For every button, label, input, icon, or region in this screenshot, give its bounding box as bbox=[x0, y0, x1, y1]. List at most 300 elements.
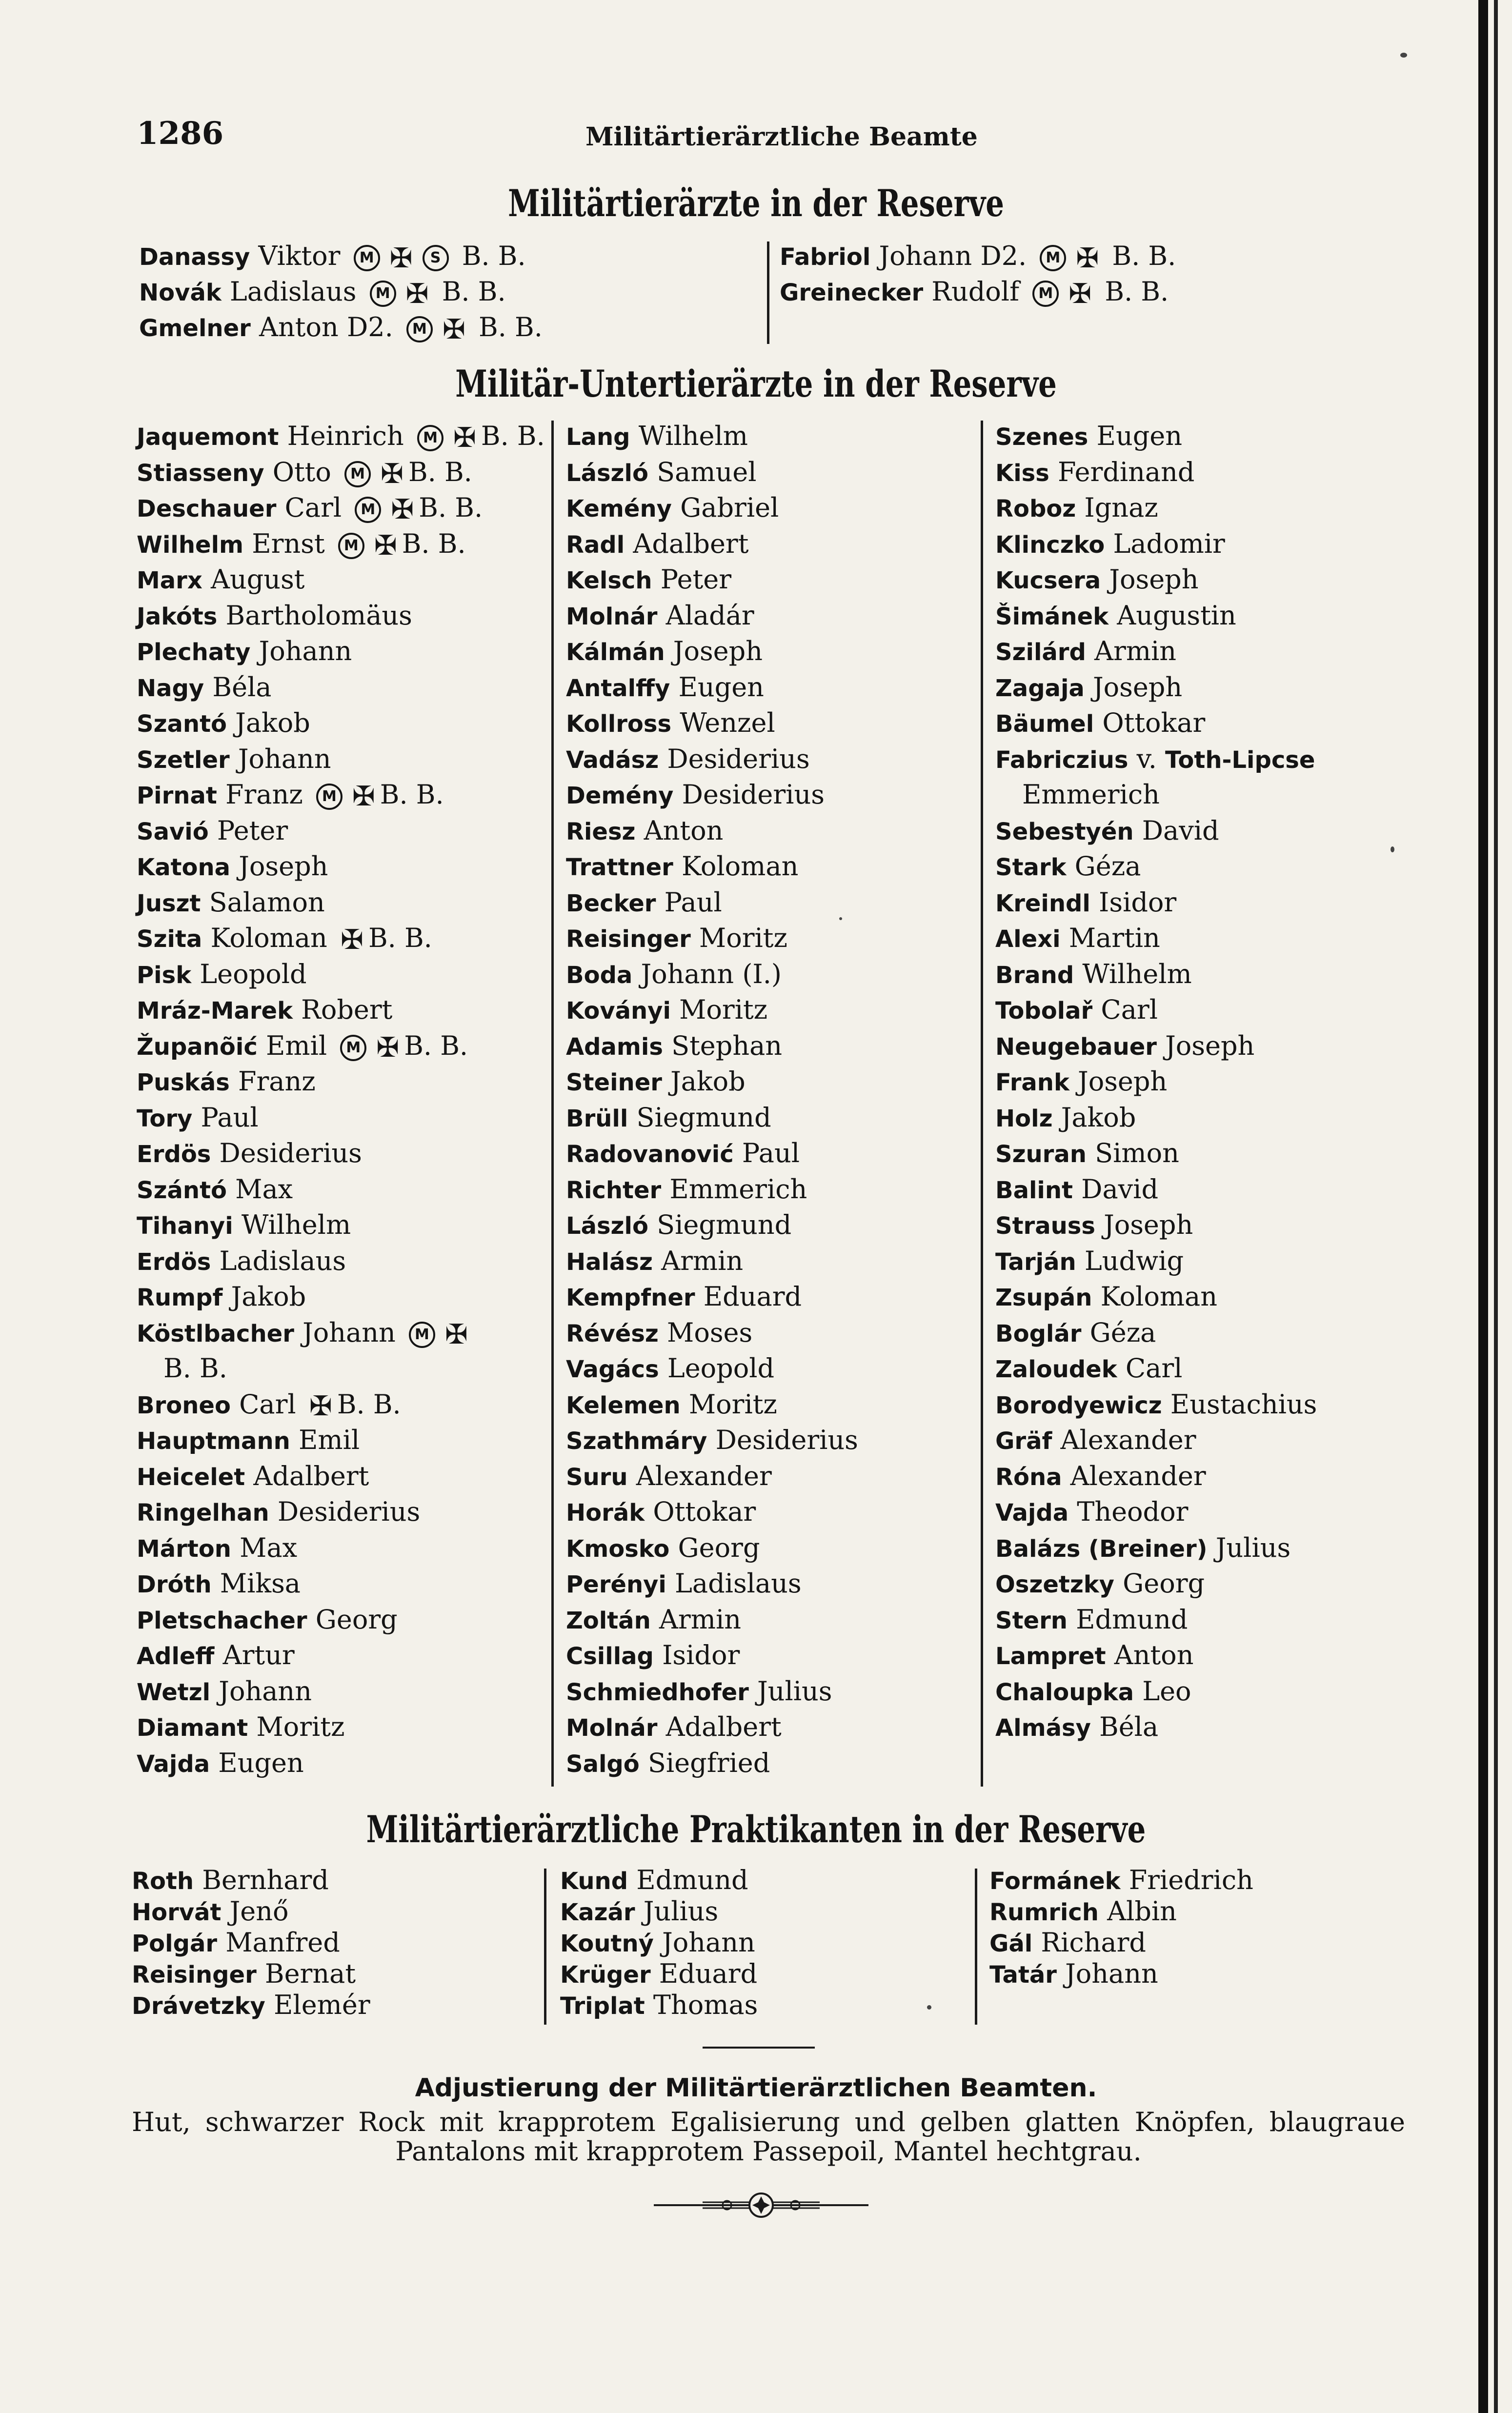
surname: Szuran bbox=[995, 1141, 1087, 1168]
list-item bbox=[566, 1745, 858, 1781]
given-name: Ignaz bbox=[1084, 492, 1158, 523]
given-name: Desiderius bbox=[667, 743, 810, 774]
given-name: Bernhard bbox=[202, 1865, 329, 1895]
given-name: Desiderius bbox=[219, 1138, 362, 1168]
list-item bbox=[566, 490, 858, 526]
list-item bbox=[137, 1566, 545, 1602]
given-name: Augustin bbox=[1117, 600, 1236, 631]
given-name: Anton bbox=[644, 815, 724, 846]
given-name: Ottokar bbox=[653, 1496, 756, 1527]
list-item bbox=[137, 741, 545, 777]
list-item bbox=[566, 1315, 858, 1351]
list-item bbox=[560, 1896, 758, 1927]
given-name: Koloman bbox=[1100, 1281, 1218, 1312]
given-name: Joseph bbox=[239, 851, 328, 882]
list-item bbox=[566, 813, 858, 849]
list-item bbox=[995, 1709, 1317, 1745]
s-medal-icon: S bbox=[423, 245, 449, 271]
list-item bbox=[137, 992, 545, 1028]
list-item bbox=[137, 1422, 545, 1458]
list-item bbox=[132, 1865, 370, 1896]
surname: Demény bbox=[566, 782, 674, 809]
given-name: Moritz bbox=[679, 994, 768, 1025]
list-item bbox=[560, 1865, 758, 1896]
given-name: Alexander bbox=[1070, 1460, 1206, 1491]
given-name: Jakob bbox=[1061, 1102, 1136, 1133]
given-name: Joseph bbox=[1165, 1030, 1255, 1061]
surname: Gmelner bbox=[139, 315, 251, 342]
list-item bbox=[566, 633, 858, 669]
surname: Stark bbox=[995, 854, 1067, 881]
list-item bbox=[566, 454, 858, 490]
bb-abbrev: B. B. bbox=[368, 923, 432, 953]
list-item bbox=[566, 1279, 858, 1315]
surname: Županõić bbox=[137, 1033, 258, 1061]
surname: Vajda bbox=[137, 1750, 210, 1778]
list-item bbox=[989, 1896, 1253, 1927]
surname: Radovanović bbox=[566, 1141, 734, 1168]
column-divider bbox=[981, 421, 983, 1787]
list-item bbox=[137, 1064, 545, 1100]
list-item bbox=[137, 920, 545, 956]
surname: Šimánek bbox=[995, 603, 1109, 630]
cross-icon: ✠ bbox=[341, 924, 363, 956]
cross-icon: ✠ bbox=[352, 781, 375, 813]
surname: Katona bbox=[137, 854, 231, 881]
surname: Borodyewicz bbox=[995, 1391, 1162, 1419]
scan-speck bbox=[839, 917, 842, 920]
surname: Drávetzky bbox=[132, 1992, 265, 2020]
list-item bbox=[566, 1028, 858, 1064]
surname: Molnár bbox=[566, 1714, 658, 1742]
surname: Reisinger bbox=[566, 925, 691, 953]
given-name: Albin bbox=[1107, 1896, 1177, 1927]
bb-abbrev: B. B. bbox=[1112, 241, 1176, 271]
surname: Almásy bbox=[995, 1714, 1091, 1742]
surname: Ringelhan bbox=[137, 1499, 269, 1527]
list-item bbox=[995, 1243, 1317, 1279]
section-title-reserve-vets: Militärtierärzte in der Reserve bbox=[508, 181, 1004, 225]
surname: Roth bbox=[132, 1868, 194, 1895]
cross-icon: ✠ bbox=[391, 494, 414, 526]
list-item bbox=[566, 705, 858, 741]
list-item bbox=[995, 1279, 1317, 1315]
list-item bbox=[137, 1100, 545, 1136]
surname: Szantó bbox=[137, 710, 227, 738]
surname: Riesz bbox=[566, 818, 636, 845]
list-item bbox=[137, 1458, 545, 1494]
list-item bbox=[566, 956, 858, 992]
list-item bbox=[995, 526, 1317, 562]
list-item bbox=[566, 741, 858, 777]
given-name: Julius bbox=[1215, 1532, 1291, 1563]
surname: Fabriol bbox=[780, 243, 871, 271]
surname: Gräf bbox=[995, 1428, 1052, 1455]
list-item bbox=[995, 1315, 1317, 1351]
surname: Brüll bbox=[566, 1105, 628, 1132]
list-item bbox=[995, 1566, 1317, 1602]
list-item bbox=[137, 1530, 545, 1566]
given-name: Samuel bbox=[657, 456, 757, 487]
list-item bbox=[566, 1566, 858, 1602]
given-name: Armin bbox=[661, 1245, 744, 1276]
given-name: Armin bbox=[1094, 636, 1177, 666]
given-name: Johann bbox=[879, 241, 972, 271]
list-item bbox=[566, 885, 858, 921]
list-item bbox=[566, 848, 858, 885]
given-name: Ladomir bbox=[1113, 528, 1225, 559]
surname: Révész bbox=[566, 1320, 659, 1347]
list-item bbox=[995, 1422, 1317, 1458]
list-item bbox=[137, 1135, 545, 1171]
given-name: Alexander bbox=[636, 1460, 772, 1491]
given-name: Jakob bbox=[670, 1066, 746, 1097]
surname: Boda bbox=[566, 961, 633, 989]
surname: Krüger bbox=[560, 1961, 651, 1989]
list-item bbox=[995, 1602, 1317, 1638]
given-name: Adalbert bbox=[633, 528, 749, 559]
surname: Tory bbox=[137, 1105, 193, 1132]
list-item bbox=[137, 418, 545, 454]
cross-icon: ✠ bbox=[374, 529, 397, 562]
given-name: Moritz bbox=[256, 1711, 345, 1742]
surname: Radl bbox=[566, 531, 625, 559]
surname: Deschauer bbox=[137, 495, 277, 523]
given-name: Georg bbox=[315, 1604, 398, 1635]
surname: Brand bbox=[995, 961, 1074, 989]
given-name: Emmerich bbox=[669, 1173, 807, 1205]
given-name: Joseph bbox=[1092, 671, 1183, 703]
list-item bbox=[995, 1064, 1317, 1100]
list-item bbox=[137, 777, 545, 813]
surname: Stiasseny bbox=[137, 459, 264, 487]
m-medal-icon: M bbox=[417, 425, 444, 451]
ornament-divider-icon bbox=[654, 2186, 868, 2225]
list-item bbox=[137, 454, 545, 490]
list-item bbox=[132, 1990, 370, 2021]
given-name: Simon bbox=[1095, 1138, 1179, 1168]
surname: Nagy bbox=[137, 674, 204, 702]
given-name: Peter bbox=[660, 564, 732, 595]
cross-icon: ✠ bbox=[442, 313, 465, 345]
page-number: 1286 bbox=[137, 115, 224, 152]
scan-speck bbox=[927, 2005, 931, 2010]
bb-abbrev: B. B. bbox=[380, 779, 444, 810]
list-item bbox=[566, 598, 858, 634]
given-name: Koloman bbox=[210, 923, 327, 953]
surname: Pletschacher bbox=[137, 1607, 307, 1634]
surname: Klinczko bbox=[995, 531, 1105, 559]
given-name: Johann bbox=[662, 1927, 755, 1958]
given-name: August bbox=[210, 564, 305, 595]
given-name: Eduard bbox=[659, 1958, 758, 1989]
surname: Triplat bbox=[560, 1992, 645, 2020]
list-item bbox=[566, 1171, 858, 1207]
running-title: Militärtierärztliche Beamte bbox=[585, 122, 978, 152]
surname: Strauss bbox=[995, 1212, 1095, 1240]
given-name: Paul bbox=[201, 1102, 259, 1133]
list-item bbox=[566, 1064, 858, 1100]
given-name: Joseph bbox=[673, 636, 763, 666]
surname: Kelsch bbox=[566, 567, 652, 594]
list-item bbox=[566, 1494, 858, 1530]
given-name: Leo bbox=[1142, 1675, 1191, 1707]
list-item bbox=[566, 562, 858, 598]
list-item bbox=[566, 1458, 858, 1494]
surname: Rumpf bbox=[137, 1284, 223, 1311]
surname: Salgó bbox=[566, 1750, 640, 1778]
surname: Polgár bbox=[132, 1930, 218, 1957]
given-name: Johann bbox=[259, 636, 352, 666]
list-item bbox=[995, 1530, 1317, 1566]
cross-icon: ✠ bbox=[381, 458, 403, 490]
given-name: Desiderius bbox=[715, 1425, 858, 1455]
given-name: Wilhelm bbox=[241, 1209, 351, 1240]
given-name: Béla bbox=[1099, 1711, 1159, 1742]
surname: Adamis bbox=[566, 1033, 663, 1061]
list-item bbox=[995, 598, 1317, 634]
list-item bbox=[995, 885, 1317, 921]
list-item bbox=[137, 1494, 545, 1530]
list-item bbox=[989, 1958, 1253, 1990]
list-item bbox=[137, 669, 545, 705]
surname: Perényi bbox=[566, 1571, 666, 1598]
cross-icon: ✠ bbox=[453, 422, 476, 454]
given-name: Ladislaus bbox=[229, 276, 357, 307]
cross-icon: ✠ bbox=[405, 278, 429, 310]
given-name: Thomas bbox=[653, 1990, 758, 2020]
given-name: Peter bbox=[217, 815, 288, 846]
bb-abbrev: B. B. bbox=[163, 1353, 227, 1384]
surname: Neugebauer bbox=[995, 1033, 1157, 1061]
bb-abbrev: B. B. bbox=[481, 421, 545, 451]
list-item bbox=[137, 848, 545, 885]
m-medal-icon: M bbox=[316, 784, 343, 810]
given-name: Ladislaus bbox=[675, 1568, 802, 1599]
list-item bbox=[566, 1673, 858, 1709]
list-item bbox=[995, 1100, 1317, 1136]
list-item bbox=[995, 1387, 1317, 1423]
given-name: Anton bbox=[259, 312, 339, 342]
given-name: Edmund bbox=[1076, 1604, 1188, 1635]
given-name: Emmerich bbox=[1022, 779, 1160, 810]
bb-abbrev: B. B. bbox=[404, 1030, 468, 1061]
surname: Kempfner bbox=[566, 1284, 695, 1311]
given-name: Ottokar bbox=[1102, 707, 1206, 738]
surname: Kmosko bbox=[566, 1535, 670, 1563]
surname: Zsupán bbox=[995, 1284, 1092, 1311]
m-medal-icon: M bbox=[370, 281, 396, 307]
given-name: Wilhelm bbox=[638, 421, 748, 451]
surname: Antalffy bbox=[566, 674, 670, 702]
surname: Kucsera bbox=[995, 567, 1101, 594]
surname: Roboz bbox=[995, 495, 1076, 523]
surname: Kollross bbox=[566, 710, 672, 738]
given-name: Franz bbox=[225, 779, 303, 810]
list-item bbox=[995, 1207, 1317, 1243]
given-name: Desiderius bbox=[277, 1496, 421, 1527]
cross-icon: ✠ bbox=[389, 242, 413, 274]
given-name: Alexander bbox=[1060, 1425, 1196, 1455]
surname: Horák bbox=[566, 1499, 645, 1527]
surname: Dróth bbox=[137, 1571, 212, 1598]
list-item bbox=[137, 1028, 545, 1064]
given-name: Rudolf bbox=[931, 276, 1020, 307]
m-medal-icon: M bbox=[340, 1035, 366, 1061]
cross-icon: ✠ bbox=[1068, 278, 1092, 310]
bb-abbrev: B. B. bbox=[337, 1388, 401, 1420]
surname: Novák bbox=[139, 279, 222, 306]
given-name: Robert bbox=[301, 994, 393, 1025]
surname-second-part: Toth-Lipcse bbox=[1165, 746, 1315, 774]
bb-abbrev: B. B. bbox=[408, 456, 472, 487]
list-item bbox=[566, 669, 858, 705]
given-name: Johann bbox=[302, 1317, 396, 1348]
reserve-vets-right-list bbox=[780, 238, 1176, 309]
given-name: Bernat bbox=[264, 1958, 356, 1989]
separator-rule bbox=[703, 2047, 815, 2049]
surname: Greinecker bbox=[780, 279, 924, 306]
given-name: David bbox=[1142, 815, 1219, 846]
list-item bbox=[566, 1530, 858, 1566]
given-name: Siegfried bbox=[647, 1747, 770, 1778]
given-name: Carl bbox=[239, 1388, 296, 1420]
m-medal-icon: M bbox=[1040, 245, 1066, 271]
list-item bbox=[995, 813, 1317, 849]
surname: Rumrich bbox=[989, 1899, 1099, 1926]
given-name: Ludwig bbox=[1084, 1245, 1184, 1276]
given-name: Isidor bbox=[1099, 886, 1177, 918]
surname: Fabriczius bbox=[995, 746, 1129, 774]
surname: Szita bbox=[137, 925, 202, 953]
list-item bbox=[137, 633, 545, 669]
list-item bbox=[995, 956, 1317, 992]
adjustierung-text: Hut, schwarzer Rock mit krapprotem Egalisierung und gelben glatten Knöpfen, blaugraue Pantalons mit krapprotem Passepoil, Mantel hechtgrau. bbox=[132, 2107, 1405, 2167]
list-item bbox=[995, 1350, 1317, 1387]
given-name: Moses bbox=[667, 1317, 753, 1348]
list-item bbox=[137, 1673, 545, 1709]
surname: Juszt bbox=[137, 889, 201, 917]
given-name: Siegmund bbox=[657, 1209, 792, 1240]
list-item bbox=[132, 1927, 370, 1958]
m-medal-icon: M bbox=[409, 1322, 435, 1348]
list-item bbox=[137, 1745, 545, 1781]
surname: Pirnat bbox=[137, 782, 217, 809]
given-name: Leopold bbox=[200, 958, 307, 989]
list-item bbox=[995, 1673, 1317, 1709]
given-name: Carl bbox=[1101, 994, 1158, 1025]
list-item bbox=[137, 1315, 545, 1351]
given-name: Viktor bbox=[258, 241, 341, 271]
given-name: Eugen bbox=[1096, 421, 1183, 451]
list-item bbox=[995, 454, 1317, 490]
list-item bbox=[139, 274, 543, 309]
surname: Tatár bbox=[989, 1961, 1057, 1989]
given-name: Moritz bbox=[699, 923, 787, 953]
given-name: Elemér bbox=[274, 1990, 370, 2020]
surname: Gál bbox=[989, 1930, 1033, 1957]
trainees-col1 bbox=[132, 1865, 370, 2021]
given-name: Johann bbox=[238, 743, 331, 774]
given-name: Wilhelm bbox=[1082, 958, 1192, 989]
list-item bbox=[566, 1243, 858, 1279]
list-item bbox=[995, 633, 1317, 669]
list-item bbox=[137, 885, 545, 921]
column-divider bbox=[544, 1869, 546, 2025]
surname: Balint bbox=[995, 1176, 1073, 1204]
given-name: Desiderius bbox=[682, 779, 825, 810]
surname: Schmiedhofer bbox=[566, 1678, 749, 1706]
surname: Puskás bbox=[137, 1069, 230, 1096]
list-item bbox=[995, 669, 1317, 705]
given-name: Joseph bbox=[1104, 1209, 1193, 1240]
m-medal-icon: M bbox=[1032, 281, 1059, 307]
surname: Becker bbox=[566, 889, 656, 917]
given-name: Georg bbox=[678, 1532, 760, 1563]
surname: Lampret bbox=[995, 1643, 1106, 1670]
given-name: Béla bbox=[212, 671, 272, 703]
given-name: Georg bbox=[1123, 1568, 1205, 1599]
given-name: Jakob bbox=[231, 1281, 306, 1312]
list-item bbox=[995, 1171, 1317, 1207]
list-item bbox=[139, 238, 543, 274]
given-name: Heinrich bbox=[287, 421, 404, 451]
given-name: Emil bbox=[265, 1030, 327, 1061]
surname: Mráz-Marek bbox=[137, 997, 293, 1025]
surname: Horvát bbox=[132, 1899, 222, 1926]
given-name: Carl bbox=[284, 492, 342, 523]
list-item bbox=[566, 1387, 858, 1423]
given-name: Stephan bbox=[671, 1030, 783, 1061]
list-item bbox=[560, 1990, 758, 2021]
surname: Csillag bbox=[566, 1643, 654, 1670]
column-divider bbox=[975, 1869, 977, 2025]
given-name: Artur bbox=[222, 1640, 295, 1670]
under-vets-col3 bbox=[995, 418, 1317, 1745]
list-item bbox=[137, 813, 545, 849]
list-item bbox=[132, 1896, 370, 1927]
list-item bbox=[137, 1279, 545, 1315]
surname: Erdös bbox=[137, 1141, 211, 1168]
list-item bbox=[995, 418, 1317, 454]
m-medal-icon: M bbox=[354, 245, 380, 271]
d2-abbrev: D2. bbox=[346, 312, 393, 342]
list-item bbox=[995, 848, 1317, 885]
list-item bbox=[137, 1602, 545, 1638]
list-item bbox=[132, 1958, 370, 1990]
list-item bbox=[137, 1171, 545, 1207]
list-item-continuation bbox=[137, 1350, 545, 1387]
list-item bbox=[566, 1207, 858, 1243]
bb-abbrev: B. B. bbox=[442, 276, 506, 307]
given-name: Carl bbox=[1125, 1353, 1183, 1384]
surname: Diamant bbox=[137, 1714, 248, 1742]
cross-icon: ✠ bbox=[444, 1318, 468, 1350]
surname: Bäumel bbox=[995, 710, 1094, 738]
column-divider bbox=[551, 421, 554, 1787]
section-title-under-vets: Militär-Untertierärzte in der Reserve bbox=[455, 362, 1057, 405]
surname: László bbox=[566, 459, 648, 487]
surname: Erdös bbox=[137, 1248, 211, 1276]
list-item bbox=[995, 490, 1317, 526]
list-item bbox=[995, 992, 1317, 1028]
surname: Oszetzky bbox=[995, 1571, 1114, 1598]
surname: Tihanyi bbox=[137, 1212, 233, 1240]
list-item bbox=[995, 920, 1317, 956]
bb-abbrev: B. B. bbox=[479, 312, 543, 342]
given-name: Johann (I.) bbox=[641, 958, 782, 989]
surname: Koványi bbox=[566, 997, 671, 1025]
